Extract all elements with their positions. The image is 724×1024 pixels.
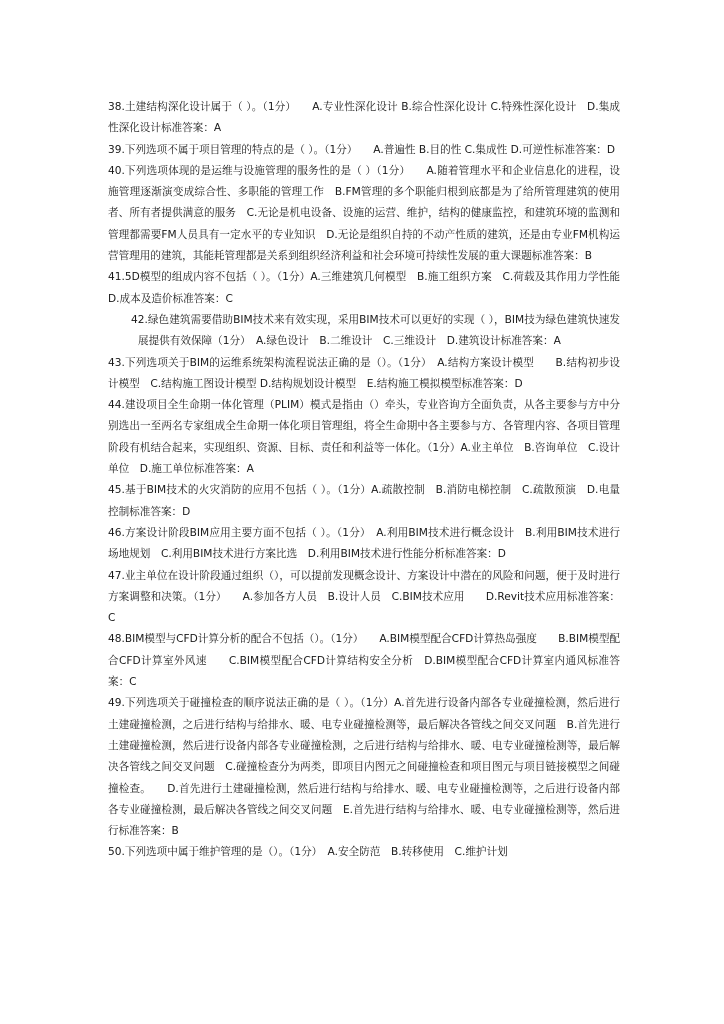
question-50: 50.下列选项中属于维护管理的是（）。（1分） A.安全防范 B.转移使用 C.维护计划 <box>108 846 508 859</box>
question-48: 48.BIM模型与CFD计算分析的配合不包括（）。（1分） A.BIM模型配合CFD计算热岛强度 B.BIM模型配合CFD计算室外风速 C.BIM模型配合CFD计算结构安全分析 D.BIM模型配合CFD计算室内通风标准答案：C <box>108 633 621 689</box>
document-page <box>108 97 642 864</box>
question-41: 41.5D模型的组成内容不包括（ ）。（1分）A.三维建筑几何模型 B.施工组织方案 C.荷载及其作用力学性能 D.成本及造价标准答案：C <box>108 271 642 305</box>
question-40: 40.下列选项体现的是运维与设施管理的服务性的是（ ）（1分） A.随着管理水平和企业信息化的进程，设施管理逐渐演变成综合性、多职能的管理工作 B.FM管理的多个职能归根到底都是为了给所管理建筑的使用者、所有者提供满意的服务 C.无论是机电设备、设施的运营、维护，结构的健康监控，和建筑环境的监测和管理都需要FM人员具有一定水平的专业知识 D.无论是组织自持的不动产性质的建筑，还是由专业FM机构运营管理用的建筑，其能耗管理都是关系到组织经济利益和社会环境可持续性发展的重大课题标准答案：B <box>108 164 620 263</box>
question-47: 47.业主单位在设计阶段通过组织（），可以提前发现概念设计、方案设计中潜在的风险和问题，便于及时进行方案调整和决策。（1分） A.参加各方人员 B.设计人员 C.BIM技术应用 D.Revit技术应用标准答案：C <box>108 569 620 625</box>
question-42: 42.绿色建筑需要借助BIM技术来有效实现，采用BIM技术可以更好的实现（ ），BIM技为绿色建筑快速发展提供有效保障（1分） A.绿色设计 B.二维设计 C.三维设计 D.建筑设计标准答案：A <box>131 313 620 348</box>
question-39: 39.下列选项不属于项目管理的特点的是（ ）。（1分） A.普遍性 B.目的性 C.集成性 D.可逆性标准答案：D <box>108 143 616 156</box>
question-44: 44.建设项目全生命期一体化管理（PLIM）模式是指由（）牵头，专业咨询方全面负责，从各主要参与方中分别选出一至两名专家组成全生命期一体化项目管理组，将全生命期中各主要参与方、各管理内容、各项目管理阶段有机结合起来，实现组织、资源、目标、责任和利益等一体化。（1分）A.业主单位 B.咨询单位 C.设计单位 D.施工单位标准答案：A <box>108 399 620 476</box>
question-49: 49.下列选项关于碰撞检查的顺序说法正确的是（ ）。（1分）A.首先进行设备内部各专业碰撞检测，然后进行土建碰撞检测，之后进行结构与给排水、暖、电专业碰撞检测等，最后解决各管线之间交叉问题 B.首先进行土建碰撞检测，然后进行设备内部各专业碰撞检测，之后进行结构与给排水、暖、电专业碰撞检测等，最后解决各管线之间交叉问题 C.碰撞检查分为两类，即项目内图元之间碰撞检查和项目图元与项目链接模型之间碰撞检查。 D.首先进行土建碰撞检测，然后进行结构与给排水、暖、电专业碰撞检测等，之后进行设备内部各专业碰撞检测，最后解决各管线之间交叉问题 E.首先进行结构与给排水、暖、电专业碰撞检测等，然后进行标准答案：B <box>108 697 620 838</box>
question-38: 38.土建结构深化设计属于（ ）。（1分） A.专业性深化设计 B.综合性深化设计 C.特殊性深化设计 D.集成性深化设计标准答案：A <box>108 101 620 135</box>
question-45: 45.基于BIM技术的火灾消防的应用不包括（ ）。（1分）A.疏散控制 B.消防电梯控制 C.疏散预演 D.电量控制标准答案：D <box>108 484 620 518</box>
question-46: 46.方案设计阶段BIM应用主要方面不包括（ ）。（1分） A.利用BIM技术进行概念设计 B.利用BIM技术进行场地规划 C.利用BIM技术进行方案比选 D.利用BIM技术进行性能分析标准答案：D <box>108 526 620 561</box>
question-43: 43.下列选项关于BIM的运维系统架构流程说法正确的是（）。（1分） A.结构方案设计模型 B.结构初步设计模型 C.结构施工图设计模型 D.结构规划设计模型 E.结构施工模拟模型标准答案：D <box>108 356 620 390</box>
